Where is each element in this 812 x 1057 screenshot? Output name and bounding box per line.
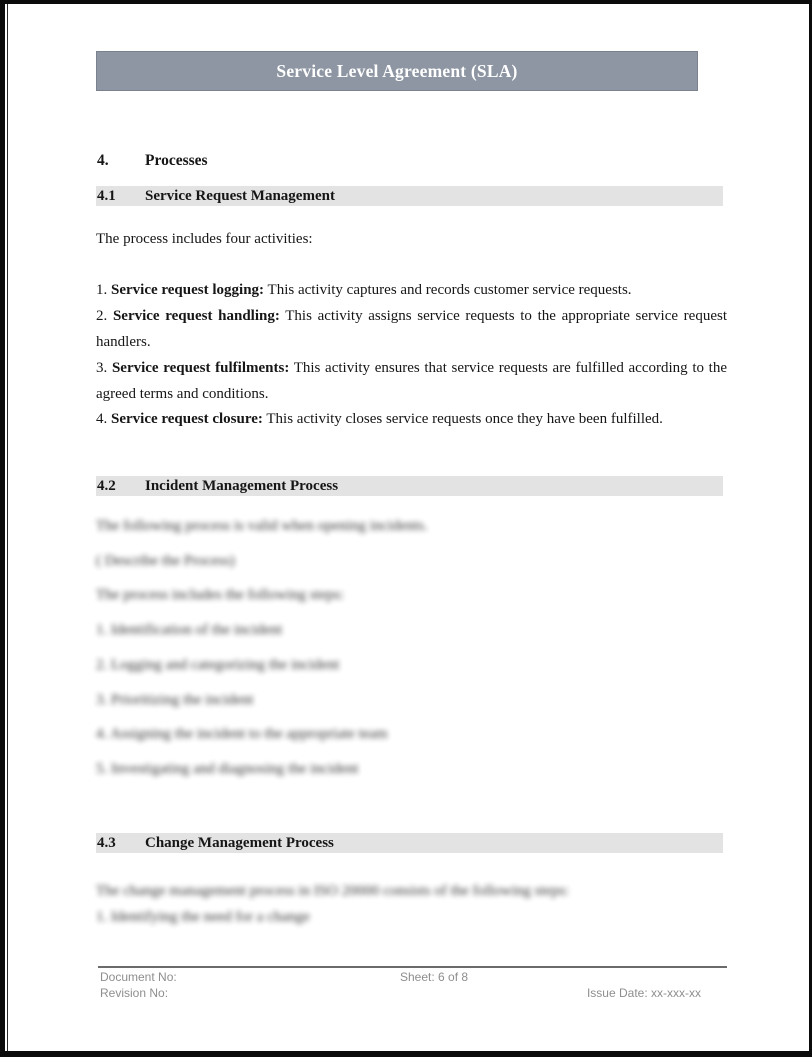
section-heading-4-1 <box>96 186 723 206</box>
section-number: 4. <box>97 152 109 169</box>
list-item <box>96 355 727 407</box>
list-item <box>96 277 727 303</box>
section-title: Processes <box>145 152 208 169</box>
item-text: This activity ensures that service requests are fulfilled according to the agreed terms and conditions. <box>96 360 727 402</box>
item-number: 2. <box>96 308 113 324</box>
footer-divider <box>98 966 727 968</box>
blurred-line: ( Describe the Process) <box>96 552 235 569</box>
item-number: 4. <box>96 411 111 427</box>
document-title: Service Level Agreement (SLA) <box>276 60 518 81</box>
section-number: 4.2 <box>97 478 116 494</box>
page-border-inner-line <box>7 4 8 1051</box>
section-heading-processes <box>96 152 722 170</box>
blurred-line: 3. Prioritizing the incident <box>96 691 254 708</box>
section-title: Incident Management Process <box>145 478 339 494</box>
section-title: Change Management Process <box>145 835 334 851</box>
item-lead: Service request logging: <box>111 282 265 298</box>
document-title-banner <box>96 51 698 91</box>
blurred-line: 2. Logging and categorizing the incident <box>96 656 340 673</box>
item-number: 1. <box>96 282 111 298</box>
section-title: Service Request Management <box>145 188 335 204</box>
footer-revision-no: Revision No: <box>100 986 169 1000</box>
section-heading-4-2 <box>96 476 723 496</box>
footer-sheet-number: Sheet: 6 of 8 <box>400 970 469 984</box>
item-text: This activity assigns service requests to the appropriate service request handlers. <box>96 308 727 350</box>
blurred-line: The following process is valid when opening incidents. <box>96 518 428 534</box>
intro-paragraph: The process includes four activities: <box>96 231 313 247</box>
section-number: 4.1 <box>97 188 116 204</box>
blurred-line: 5. Investigating and diagnosing the incident <box>96 760 359 777</box>
list-item <box>96 303 727 355</box>
blurred-content-change-process <box>96 878 727 930</box>
item-number: 3. <box>96 360 112 376</box>
section-heading-4-3 <box>96 833 723 853</box>
item-text: This activity captures and records customer service requests. <box>264 282 632 298</box>
section-number: 4.3 <box>97 835 116 851</box>
blurred-line: 4. Assigning the incident to the appropriate team <box>96 726 388 743</box>
blurred-line: The change management process in ISO 20000 consists of the following steps: <box>96 883 569 899</box>
blurred-line: 1. Identification of the incident <box>96 622 283 639</box>
footer-issue-date: Issue Date: xx-xxx-xx <box>586 986 701 1000</box>
blurred-content-incident-process <box>96 509 727 787</box>
item-lead: Service request handling: <box>112 308 280 324</box>
blurred-line: The process includes the following steps: <box>96 587 344 604</box>
item-text: This activity closes service requests once they have been fulfilled. <box>262 411 663 427</box>
item-lead: Service request fulfilments: <box>111 360 290 376</box>
blurred-line: 1. Identifying the need for a change <box>96 909 310 925</box>
footer-document-no: Document No: <box>100 970 177 984</box>
item-lead: Service request closure: <box>111 411 263 427</box>
list-item <box>96 406 727 432</box>
